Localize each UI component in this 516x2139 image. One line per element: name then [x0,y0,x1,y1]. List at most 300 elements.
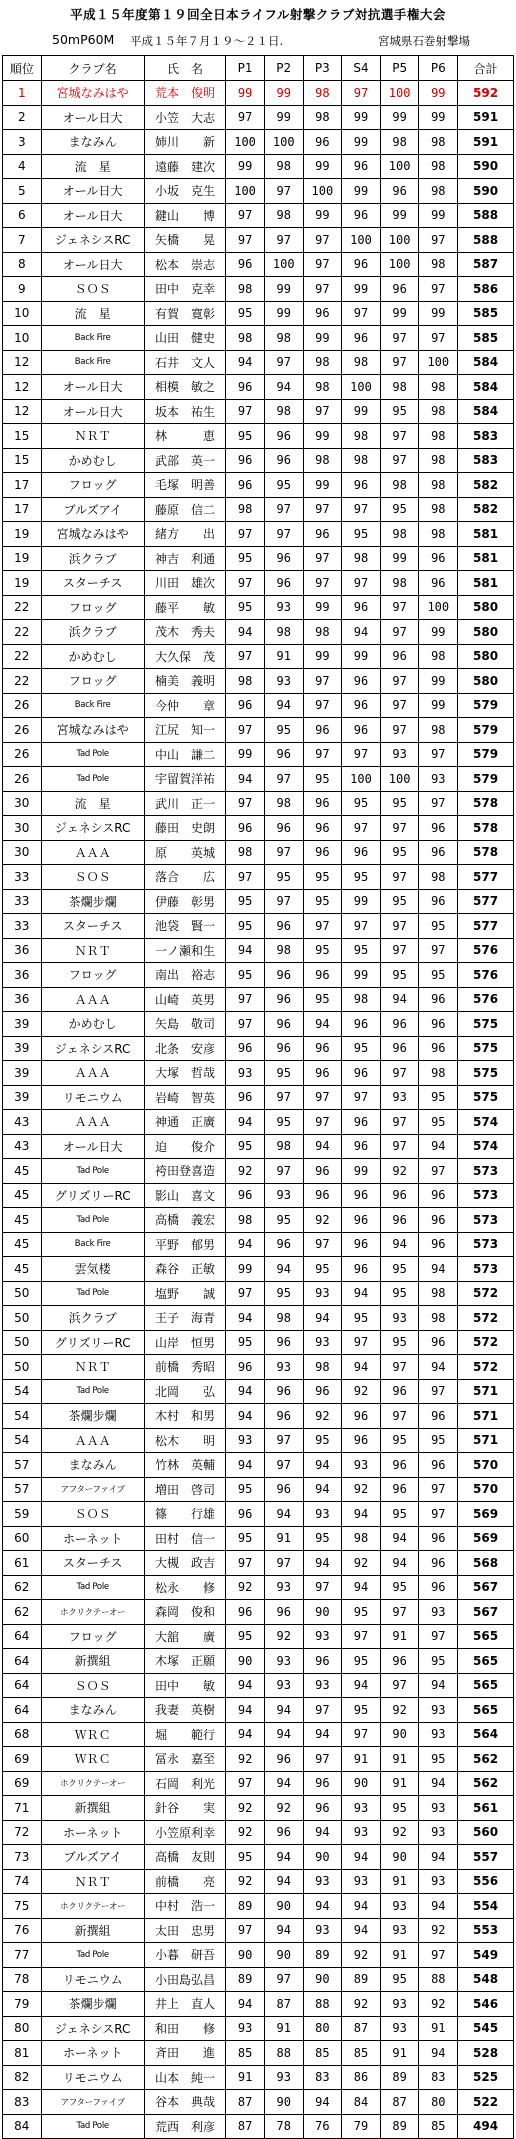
cell-p1: 97 [226,1551,265,1576]
cell-p1: 98 [226,840,265,865]
cell-p6: 96 [419,571,458,596]
cell-p2: 95 [264,1061,303,1086]
table-row [3,424,514,449]
page-title: 平成１５年度第１９回全日本ライフル射撃クラブ対抗選手権大会 [70,7,446,22]
cell-p2: 95 [264,718,303,743]
cell-rank: 22 [3,595,42,620]
cell-rank: 60 [3,1526,42,1551]
cell-p1: 96 [226,1085,265,1110]
cell-p5: 90 [380,1845,419,1870]
cell-name: 岩崎 智英 [144,1085,226,1110]
cell-club: 茶爛步爛 [41,1404,144,1429]
cell-total: 573 [458,1232,514,1257]
cell-p2: 97 [264,1967,303,1992]
cell-p6: 94 [419,1355,458,1380]
cell-club: フロッグ [41,963,144,988]
table-row [3,497,514,522]
cell-rank: 61 [3,1551,42,1576]
cell-s4: 99 [342,399,381,424]
cell-p6: 95 [419,963,458,988]
cell-rank: 9 [3,277,42,302]
cell-p3: 95 [303,1428,342,1453]
cell-s4: 96 [342,1110,381,1135]
cell-p2: 94 [264,1845,303,1870]
cell-club: ＮＲＴ [41,1355,144,1380]
cell-total: 575 [458,1085,514,1110]
cell-p5: 96 [380,1208,419,1233]
cell-name: 大久保 茂 [144,644,226,669]
cell-name: 王子 海青 [144,1306,226,1331]
cell-name: 小暮 研吾 [144,1943,226,1968]
cell-p2: 94 [264,375,303,400]
cell-rank: 33 [3,865,42,890]
cell-p2: 97 [264,1085,303,1110]
cell-p1: 97 [226,1771,265,1796]
cell-p5: 91 [380,1624,419,1649]
cell-total: 578 [458,791,514,816]
cell-p5: 99 [380,105,419,130]
cell-club: ＷＲＣ [41,1747,144,1772]
cell-name: 堀 範行 [144,1722,226,1747]
cell-p3: 92 [303,1404,342,1429]
cell-club: かめむし [41,448,144,473]
cell-p3: 95 [303,865,342,890]
cell-name: 前橋 亮 [144,1869,226,1894]
cell-total: 546 [458,1992,514,2017]
cell-total: 579 [458,742,514,767]
cell-p3: 94 [303,1722,342,1747]
cell-total: 494 [458,2114,514,2139]
cell-club: Tad Pole [41,2114,144,2139]
cell-p5: 98 [380,375,419,400]
cell-p3: 97 [303,252,342,277]
cell-p6: 96 [419,1183,458,1208]
cell-p5: 91 [380,1771,419,1796]
cell-p3: 96 [303,1796,342,1821]
cell-p3: 90 [303,1967,342,1992]
table-row [3,1943,514,1968]
cell-p1: 98 [226,326,265,351]
cell-p2: 96 [264,1404,303,1429]
cell-s4: 99 [342,963,381,988]
cell-p3: 96 [303,718,342,743]
cell-p6: 83 [419,2065,458,2090]
cell-p2: 95 [264,1110,303,1135]
cell-p5: 95 [380,1428,419,1453]
cell-rank: 45 [3,1208,42,1233]
cell-club: フロッグ [41,473,144,498]
table-row [3,1404,514,1429]
cell-p2: 96 [264,1600,303,1625]
cell-s4: 100 [342,228,381,253]
cell-p6: 97 [419,1379,458,1404]
cell-total: 584 [458,350,514,375]
cell-p1: 97 [226,399,265,424]
cell-p2: 98 [264,1306,303,1331]
cell-p6: 93 [419,1820,458,1845]
cell-rank: 2 [3,105,42,130]
cell-p5: 94 [380,1232,419,1257]
cell-p3: 97 [303,277,342,302]
cell-rank: 22 [3,644,42,669]
cell-p5: 95 [380,1502,419,1527]
cell-total: 575 [458,1012,514,1037]
cell-name: 木村 和男 [144,1404,226,1429]
cell-club: オール日大 [41,179,144,204]
table-row [3,767,514,792]
cell-s4: 95 [342,791,381,816]
table-row [3,1257,514,1282]
cell-p5: 97 [380,669,419,694]
cell-name: 高橋 友則 [144,1845,226,1870]
cell-s4: 89 [342,1967,381,1992]
cell-p1: 100 [226,130,265,155]
cell-club: 宮城なみはや [41,81,144,106]
cell-name: 伊藤 彰男 [144,889,226,914]
cell-total: 561 [458,1796,514,1821]
cell-p3: 88 [303,1992,342,2017]
cell-p1: 98 [226,669,265,694]
cell-name: 中山 謙二 [144,742,226,767]
cell-p1: 94 [226,1453,265,1478]
cell-s4: 92 [342,1943,381,1968]
cell-name: 井上 直人 [144,1992,226,2017]
cell-p2: 99 [264,81,303,106]
cell-rank: 39 [3,1036,42,1061]
cell-club: Back Fire [41,326,144,351]
cell-total: 584 [458,399,514,424]
table-row [3,1477,514,1502]
cell-name: 増田 啓司 [144,1477,226,1502]
cell-club: ＳＯＳ [41,1673,144,1698]
cell-p6: 88 [419,1967,458,1992]
cell-name: 有賀 寛彰 [144,301,226,326]
cell-name: 山崎 英男 [144,987,226,1012]
cell-name: 坂本 祐生 [144,399,226,424]
cell-rank: 45 [3,1183,42,1208]
cell-s4: 93 [342,1453,381,1478]
cell-total: 585 [458,326,514,351]
cell-p6: 97 [419,791,458,816]
cell-p6: 98 [419,865,458,890]
cell-rank: 54 [3,1404,42,1429]
cell-p6: 96 [419,1526,458,1551]
cell-club: オール日大 [41,399,144,424]
cell-name: 山岸 恒男 [144,1330,226,1355]
cell-p3: 76 [303,2114,342,2139]
table-row [3,1159,514,1184]
cell-p2: 98 [264,791,303,816]
cell-s4: 95 [342,938,381,963]
cell-p6: 97 [419,1502,458,1527]
cell-p2: 94 [264,693,303,718]
cell-p5: 91 [380,1869,419,1894]
cell-p2: 96 [264,816,303,841]
cell-club: Back Fire [41,350,144,375]
cell-total: 525 [458,2065,514,2090]
cell-p2: 93 [264,1673,303,1698]
cell-p3: 100 [303,179,342,204]
cell-name: 大舘 廣 [144,1624,226,1649]
cell-name: 針谷 実 [144,1796,226,1821]
cell-p3: 90 [303,1845,342,1870]
cell-p2: 94 [264,1771,303,1796]
cell-club: Tad Pole [41,742,144,767]
cell-total: 578 [458,816,514,841]
cell-p6: 93 [419,1722,458,1747]
cell-p1: 100 [226,179,265,204]
cell-rank: 12 [3,375,42,400]
cell-total: 567 [458,1600,514,1625]
cell-club: 新撰組 [41,1796,144,1821]
cell-s4: 97 [342,497,381,522]
cell-s4: 99 [342,644,381,669]
cell-p3: 96 [303,1771,342,1796]
cell-p2: 97 [264,497,303,522]
cell-total: 564 [458,1722,514,1747]
cell-club: グリズリーRC [41,1330,144,1355]
cell-p3: 94 [303,1012,342,1037]
cell-p2: 97 [264,767,303,792]
cell-name: 石岡 利光 [144,1771,226,1796]
cell-s4: 94 [342,1281,381,1306]
cell-club: ホーネット [41,1526,144,1551]
cell-total: 576 [458,963,514,988]
cell-p6: 98 [419,522,458,547]
cell-total: 579 [458,718,514,743]
cell-p5: 99 [380,203,419,228]
cell-name: 南出 裕志 [144,963,226,988]
cell-total: 574 [458,1134,514,1159]
cell-s4: 87 [342,2016,381,2041]
cell-rank: 45 [3,1232,42,1257]
table-row [3,2065,514,2090]
cell-p1: 98 [226,277,265,302]
cell-p1: 95 [226,1624,265,1649]
cell-p6: 95 [419,1110,458,1135]
cell-total: 572 [458,1281,514,1306]
cell-p3: 94 [303,1134,342,1159]
cell-total: 576 [458,938,514,963]
cell-p6: 97 [419,1159,458,1184]
table-row [3,1894,514,1919]
table-row [3,1134,514,1159]
cell-p5: 92 [380,1159,419,1184]
table-row [3,1428,514,1453]
cell-p5: 96 [380,1012,419,1037]
cell-name: 松永 修 [144,1575,226,1600]
cell-p5: 94 [380,987,419,1012]
cell-name: 谷本 典哉 [144,2090,226,2115]
cell-p6: 95 [419,1649,458,1674]
cell-name: 高橋 義宏 [144,1208,226,1233]
cell-p6: 93 [419,1869,458,1894]
cell-p2: 97 [264,522,303,547]
cell-p1: 97 [226,522,265,547]
cell-p5: 90 [380,1722,419,1747]
cell-club: 流 星 [41,791,144,816]
cell-p2: 78 [264,2114,303,2139]
cell-p5: 100 [380,767,419,792]
cell-p5: 97 [380,938,419,963]
cell-total: 588 [458,203,514,228]
cell-rank: 6 [3,203,42,228]
results-table [2,55,514,2139]
cell-p1: 98 [226,1208,265,1233]
cell-total: 587 [458,252,514,277]
cell-p6: 93 [419,1796,458,1821]
cell-total: 571 [458,1379,514,1404]
cell-rank: 33 [3,889,42,914]
cell-club: アフターファイブ [41,2090,144,2115]
cell-s4: 96 [342,473,381,498]
cell-s4: 97 [342,1722,381,1747]
cell-p5: 97 [380,595,419,620]
cell-p6: 92 [419,1992,458,2017]
cell-name: 前橋 秀昭 [144,1355,226,1380]
cell-p3: 96 [303,130,342,155]
cell-s4: 94 [342,1355,381,1380]
cell-p5: 89 [380,2114,419,2139]
cell-s4: 94 [342,1673,381,1698]
cell-s4: 99 [342,130,381,155]
cell-total: 562 [458,1747,514,1772]
cell-club: フロッグ [41,669,144,694]
cell-name: 大槻 政吉 [144,1551,226,1576]
cell-p5: 94 [380,1526,419,1551]
cell-p3: 97 [303,1110,342,1135]
cell-p6: 97 [419,1943,458,1968]
cell-p3: 99 [303,154,342,179]
cell-s4: 96 [342,1183,381,1208]
cell-p5: 95 [380,1257,419,1282]
cell-s4: 96 [342,1208,381,1233]
cell-rank: 68 [3,1722,42,1747]
cell-p1: 91 [226,2065,265,2090]
table-row [3,1453,514,1478]
cell-rank: 50 [3,1281,42,1306]
cell-p2: 93 [264,1575,303,1600]
cell-s4: 97 [342,816,381,841]
table-row [3,2114,514,2139]
cell-name: 江尻 知一 [144,718,226,743]
cell-s4: 94 [342,1918,381,1943]
cell-p2: 95 [264,473,303,498]
cell-total: 553 [458,1918,514,1943]
cell-total: 569 [458,1502,514,1527]
cell-p2: 87 [264,1992,303,2017]
cell-name: 田中 敏 [144,1673,226,1698]
cell-p3: 97 [303,914,342,939]
table-row [3,522,514,547]
cell-p3: 93 [303,1918,342,1943]
cell-p5: 99 [380,301,419,326]
cell-club: 茶爛步爛 [41,1992,144,2017]
cell-p5: 95 [380,963,419,988]
cell-rank: 64 [3,1649,42,1674]
cell-name: 茂木 秀夫 [144,620,226,645]
cell-p6: 98 [419,1306,458,1331]
cell-p1: 97 [226,718,265,743]
table-row [3,2090,514,2115]
cell-p5: 93 [380,2016,419,2041]
table-row [3,301,514,326]
cell-p6: 98 [419,644,458,669]
cell-club: ジェネシスRC [41,228,144,253]
cell-p3: 98 [303,620,342,645]
cell-name: 荒西 利彦 [144,2114,226,2139]
cell-p6: 98 [419,154,458,179]
cell-club: ＡＡＡ [41,1061,144,1086]
cell-p6: 94 [419,1134,458,1159]
cell-rank: 64 [3,1673,42,1698]
cell-s4: 95 [342,1600,381,1625]
cell-rank: 45 [3,1159,42,1184]
cell-club: 流 星 [41,154,144,179]
cell-s4: 96 [342,203,381,228]
cell-p3: 99 [303,203,342,228]
cell-total: 574 [458,1110,514,1135]
cell-p3: 90 [303,1600,342,1625]
table-row [3,1526,514,1551]
cell-p3: 97 [303,1085,342,1110]
cell-p6: 94 [419,1673,458,1698]
cell-name: 田村 信一 [144,1526,226,1551]
cell-p1: 97 [226,987,265,1012]
cell-p3: 98 [303,448,342,473]
table-row [3,1600,514,1625]
cell-p3: 89 [303,1943,342,1968]
cell-s4: 98 [342,546,381,571]
cell-rank: 7 [3,228,42,253]
cell-rank: 54 [3,1379,42,1404]
table-row [3,644,514,669]
cell-name: 緒方 出 [144,522,226,547]
cell-rank: 36 [3,938,42,963]
cell-p1: 93 [226,2016,265,2041]
cell-p1: 97 [226,203,265,228]
cell-club: まなみん [41,1453,144,1478]
cell-p5: 97 [380,424,419,449]
table-row [3,1575,514,1600]
cell-name: 山田 健史 [144,326,226,351]
cell-name: 宇留賀洋祐 [144,767,226,792]
cell-p1: 97 [226,228,265,253]
cell-s4: 91 [342,1747,381,1772]
cell-p6: 100 [419,350,458,375]
cell-p1: 94 [226,1673,265,1698]
cell-club: ＡＡＡ [41,1428,144,1453]
cell-p3: 94 [303,1820,342,1845]
cell-s4: 98 [342,350,381,375]
cell-s4: 96 [342,1012,381,1037]
cell-p3: 98 [303,1355,342,1380]
cell-rank: 64 [3,1698,42,1723]
cell-p1: 95 [226,1845,265,1870]
cell-total: 522 [458,2090,514,2115]
cell-p2: 96 [264,914,303,939]
cell-p6: 80 [419,2090,458,2115]
event-venue: 宮城県石巻射撃場 [378,34,470,48]
cell-club: リモニウム [41,1085,144,1110]
cell-name: 大塚 哲哉 [144,1061,226,1086]
cell-rank: 3 [3,130,42,155]
cell-p1: 94 [226,1110,265,1135]
cell-p1: 94 [226,938,265,963]
cell-p6: 96 [419,1330,458,1355]
cell-s4: 96 [342,1232,381,1257]
cell-p6: 96 [419,1575,458,1600]
